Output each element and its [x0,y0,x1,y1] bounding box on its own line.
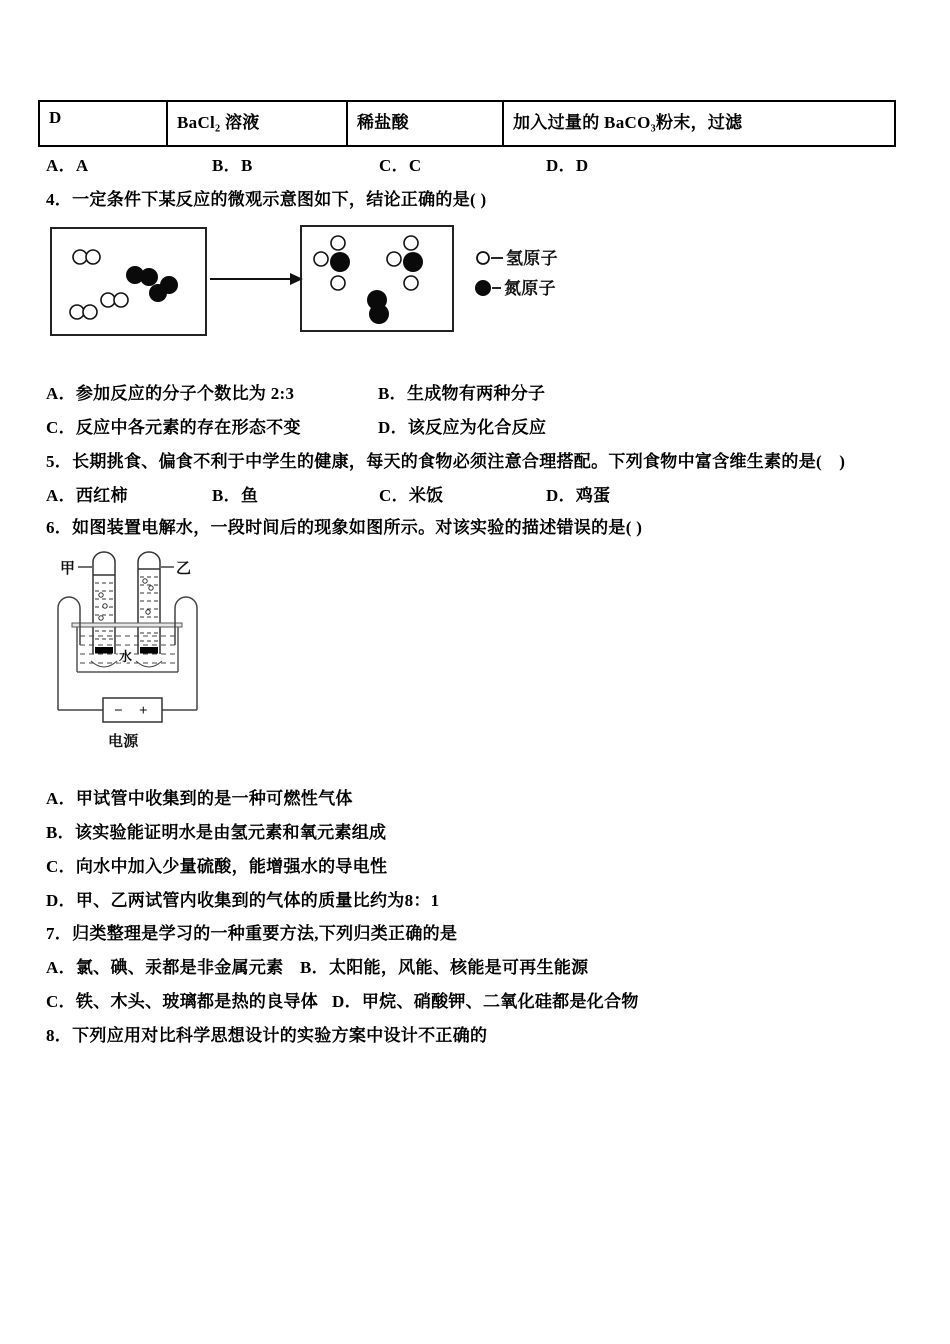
q5-option-a: A．西红柿 [46,486,128,505]
filled-circle-icon [475,280,491,296]
answer-choice-a: A．A [46,156,89,175]
tube-jia-label: 甲 [60,561,76,577]
question-6-stem: 6．如图装置电解水，一段时间后的现象如图所示。对该实验的描述错误的是( ) [46,518,643,537]
tube-yi-label: 乙 [176,561,192,577]
q6-option-a: A．甲试管中收集到的是一种可燃性气体 [46,789,353,808]
q5-option-b: B．鱼 [212,486,259,505]
q4-option-c: C．反应中各元素的存在形态不变 [46,418,301,437]
test-tube-right [138,552,160,654]
electrode-left [95,647,113,654]
answer-choice-b: B．B [212,156,253,175]
diagram-legend [475,248,558,298]
q4-option-b: B．生成物有两种分子 [378,384,546,403]
ammonia-molecule-1 [314,236,350,290]
power-source-label: 电源 [108,734,139,750]
water-label: 水 [119,649,133,664]
answer-choice-c: C．C [379,156,422,175]
plus-terminal: + [139,703,148,719]
nitrogen-molecules [126,266,178,302]
trough-rim [72,623,182,627]
q7-option-d: D．甲烷、硝酸钾、二氧化硅都是化合物 [332,992,639,1011]
hydrogen-molecules [70,250,128,319]
q7-option-c: C．铁、木头、玻璃都是热的良导体 [46,992,319,1011]
leftover-nitrogen-molecule [367,290,389,324]
micro-reaction-diagram [50,224,570,340]
q7-option-b: B．太阳能，风能、核能是可再生能源 [300,958,589,977]
water-electrolysis-apparatus [45,548,210,756]
minus-terminal: − [114,703,123,719]
battery-box [103,698,162,722]
question-8-stem: 8．下列应用对比科学思想设计的实验方案中设计不正确的 [46,1026,488,1045]
table-cell-substance: BaCl₂ 溶液 [166,102,346,145]
q7-option-a: A．氯、碘、汞都是非金属元素 [46,958,284,977]
ammonia-molecule-2 [387,236,423,290]
q6-option-b: B．该实验能证明水是由氢元素和氧元素组成 [46,823,387,842]
question-5-stem: 5．长期挑食、偏食不利于中学生的健康，每天的食物必须注意合理搭配。下列食物中富含维生素的是( ) [46,452,846,471]
legend-nitrogen-label: 氮原子 [504,279,556,298]
q6-option-d: D．甲、乙两试管内收集到的气体的质量比约为8：1 [46,891,440,910]
q5-option-d: D．鸡蛋 [546,486,611,505]
table-cell-method: 加入过量的 BaCO₃粉末，过滤 [502,102,894,145]
right-tube-water [140,577,158,641]
question-7-stem: 7．归类整理是学习的一种重要方法,下列归类正确的是 [46,924,458,943]
electrode-right [140,647,158,654]
question-4-stem: 4．一定条件下某反应的微观示意图如下，结论正确的是( ) [46,190,487,209]
table-cell-option-letter: D [49,108,62,127]
reaction-arrow [210,273,303,285]
table-cell-reagent: 稀盐酸 [346,102,502,145]
answer-choice-d: D．D [546,156,589,175]
q5-option-c: C．米饭 [379,486,444,505]
q4-option-d: D．该反应为化合反应 [378,418,547,437]
q6-option-c: C．向水中加入少量硫酸，能增强水的导电性 [46,857,388,876]
legend-hydrogen-label: 氢原子 [506,249,558,268]
left-tube-water [95,583,113,639]
comparison-table-row [38,100,896,147]
q4-option-a: A．参加反应的分子个数比为 2:3 [46,384,295,403]
open-circle-icon [477,252,489,264]
